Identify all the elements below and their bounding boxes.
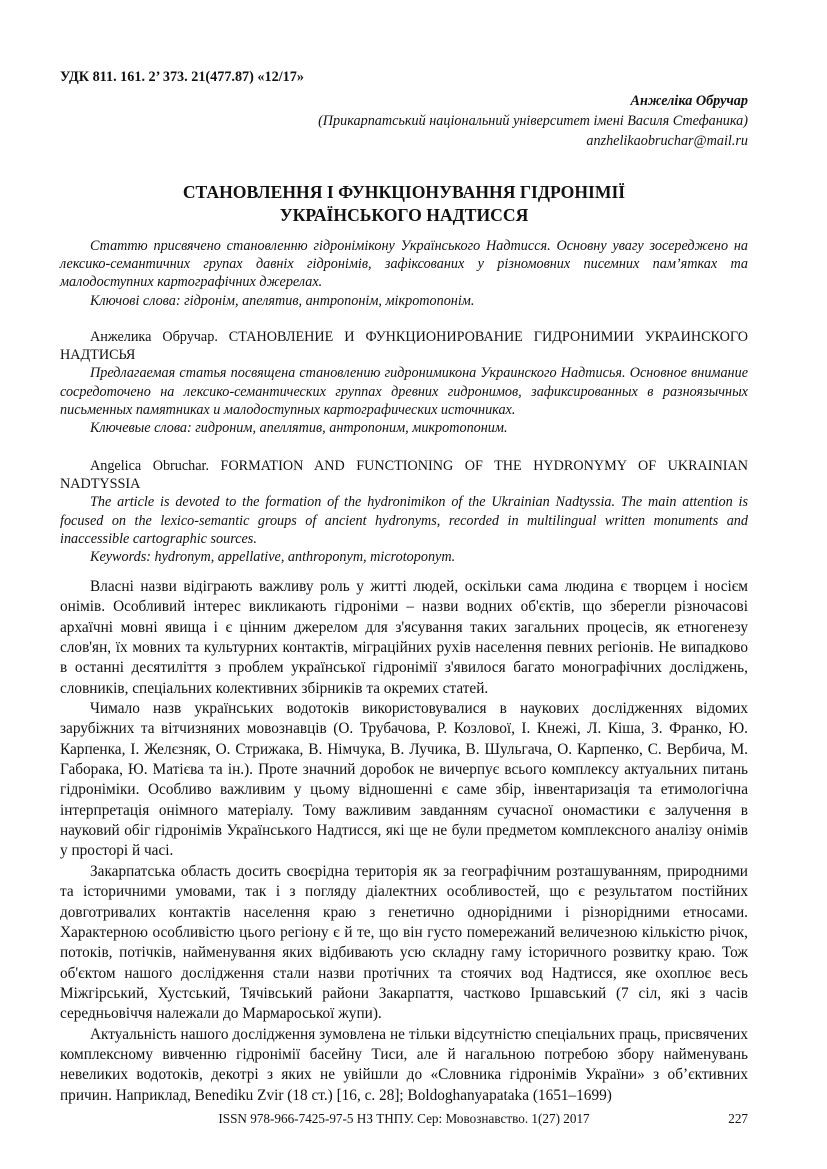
body-paragraph-4: Актуальність нашого дослідження зумовлена не тільки відсутністю спеціальних праць, присвячених комплексному вивченню гідронімії басейну Тиси, але й нагальною потребою збору найменувань невеликих водотоків, декотрі з яких не увійшли до «Словника гідронімів України» з об’єктивних причин. Наприклад, Benediku Zvir (18 ст.) [16, с. 28]; Boldoghanyapataka (1651–1699): [60, 1025, 748, 1104]
footer-citation: ISSN 978-966-7425-97-5 НЗ ТНПУ. Сер: Мовознавство. 1(27) 2017: [218, 1111, 590, 1126]
page-number: 227: [728, 1111, 748, 1126]
author-block: [318, 91, 748, 151]
body-paragraph-3: Закарпатська область досить своєрідна територія як за географічним розташуванням, природними та історичними умовами, так і з погляду діалектних особливостей, що є результатом постійних довготривалих контактів населення краю з генетично однорідними і різнорідними етносами. Характерною особливістю цього регіону є й те, що він густо помережаний величезною кількістю річок, потоків, потічків, найменування яких відбивають усю складну гаму історичного розвитку краю. Тож об'єктом нашого дослідження стали назви протічних та стоячих вод Надтисся, яке охоплює весь Міжгірський, Хустський, Тячівський райони Закарпаття, частково Іршавський (7 сіл, які з часів середньовіччя належали до Мармароської жупи).: [60, 862, 748, 1023]
abstract-ru-text: Предлагаемая статья посвящена становлению гидронимикона Украинского Надтисья. Основное внимание сосредоточено на лексико-семантических группах древних гидронимов, зафиксированных в разноязычных письменных памятниках и малодоступных картографических источниках.: [60, 365, 748, 418]
abstract-uk-keywords: Ключові слова: гідронім, апелятив, антропонім, мікротопонім.: [90, 292, 475, 309]
author-affiliation: (Прикарпатський національний університет імені Василя Стефаника): [318, 113, 748, 129]
title-line-1: СТАНОВЛЕННЯ І ФУНКЦІОНУВАННЯ ГІДРОНІМІЇ: [182, 182, 626, 202]
article-body: [60, 577, 748, 1106]
body-paragraph-2: Чимало назв українських водотоків використовувалися в наукових дослідженнях відомих зарубіжних та вітчизняних мовознавців (О. Трубачова, Р. Козлової, І. Кнежі, Л. Кіша, З. Франко, Ю. Карпенка, І. Желєзняк, О. Стрижака, В. Німчука, В. Лучика, В. Шульгача, О. Карпенко, С. Вербича, М. Габорака, Ю. Матієва та ін.). Проте значний доробок не вичерпує всього комплексу актуальних питань гідроніміки. Особливо важливим у цьому відношенні є саме збір, інвентаризація та етимологічна інтерпретація онімного матеріалу. Тому важливим завданням сучасної ономастики є залучення в науковий обіг гідронімів Українського Надтисся, які ще не були предметом комплексного аналізу онімів у просторі й часі.: [60, 700, 748, 860]
abstract-russian: [60, 328, 748, 437]
abstract-en-keywords: Keywords: hydronym, appellative, anthroponym, microtoponym.: [90, 549, 456, 566]
author-email: anzhelikaobruchar@mail.ru: [586, 133, 748, 149]
body-paragraph-1: Власні назви відіграють важливу роль у житті людей, оскільки сама людина є творцем і носієм онімів. Особливий інтерес викликають гідроніми – назви водних об'єктів, що зберегли різночасові архаїчні мовні явища і є цінним джерелом для з'ясування таких загальних процесів, як етногенезу слов'ян, їх мовних та культурних контактів, міграційних рухів населення певних регіонів. Не випадково в останні десятиліття з проблем української гідронімії з'явилося багато монографічних досліджень, словників, спеціальних колективних збірників та окремих статей.: [60, 578, 748, 697]
abstract-english: [60, 457, 748, 566]
abstract-ukrainian: [60, 237, 748, 310]
abstract-ru-heading: Анжелика Обручар. СТАНОВЛЕНИЕ И ФУНКЦИОНИРОВАНИЕ ГИДРОНИМИИ УКРАИНСКОГО НАДТИСЬЯ: [60, 329, 748, 364]
article-title: [60, 181, 748, 227]
udk-code: УДК 811. 161. 2’ 373. 21(477.87) «12/17»: [60, 69, 304, 85]
abstract-ru-keywords: Ключевые слова: гидроним, апеллятив, антропоним, микротопоним.: [90, 420, 508, 437]
abstract-uk-text: Статтю присвячено становленню гідронімікону Українського Надтисся. Основну увагу зосереджено на лексико-семантичних групах давніх гідронімів, зафіксованих у різномовних писемних пам’ятках та малодоступних картографічних джерелах.: [60, 238, 748, 291]
author-name: Анжеліка Обручар: [630, 93, 748, 109]
page-footer: [60, 1111, 748, 1127]
abstract-en-heading: Angelica Obruchar. FORMATION AND FUNCTIONING OF THE HYDRONYMY OF UKRAINIAN NADTYSSIA: [60, 458, 748, 493]
abstract-en-text: The article is devoted to the formation of the hydronimikon of the Ukrainian Nadtyssia. The main attention is focused on the lexico-semantic groups of ancient hydronyms, recorded in multilingual written monuments and inaccessible cartographic sources.: [60, 494, 748, 547]
title-line-2: УКРАЇНСЬКОГО НАДТИССЯ: [279, 205, 529, 225]
